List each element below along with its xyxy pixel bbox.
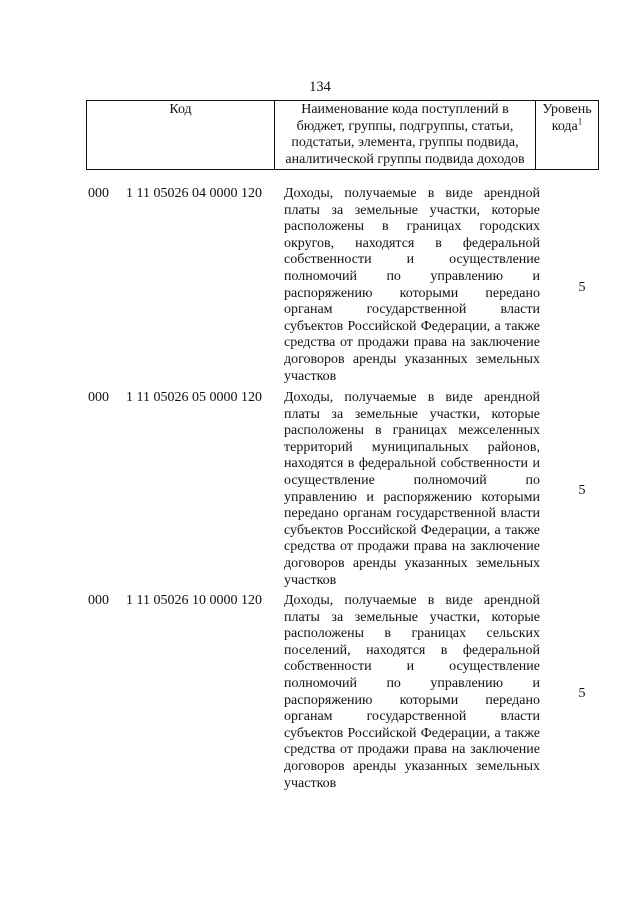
row-level: 5	[578, 280, 586, 295]
table-row	[86, 186, 606, 388]
row-level: 5	[578, 686, 586, 701]
header-level-cell	[536, 101, 599, 170]
row-prefix: 000	[88, 390, 109, 405]
row-prefix: 000	[88, 186, 109, 201]
table-header	[86, 100, 599, 170]
table-row	[86, 390, 606, 592]
row-description: Доходы, получаемые в виде арендной платы за земельные участки, которые расположены в границах межселенных территорий муниципальных районов, находятся в федеральной собственности и осуществление полномочий по управлению и распоряжению которыми передано органам государственной власти субъектов Российской Федерации, а также средства от продажи права на заключение договоров аренды указанных земельных участков	[284, 390, 540, 588]
row-level: 5	[578, 483, 586, 498]
header-level: Уровень кода	[542, 102, 592, 134]
header-level-footnote: 1	[577, 115, 583, 126]
header-code: Код	[87, 101, 275, 170]
row-prefix: 000	[88, 593, 109, 608]
row-description: Доходы, получаемые в виде арендной платы за земельные участки, которые расположены в границах сельских поселений, находятся в федеральной собственности и осуществление полномочий по управлению и распоряжению которыми передано органам государственной власти субъектов Российской Федерации, а также средства от продажи права на заключение договоров аренды указанных земельных участков	[284, 593, 540, 791]
row-description: Доходы, получаемые в виде арендной платы за земельные участки, которые расположены в границах городских округов, находятся в федеральной собственности и осуществление полномочий по управлению и распоряжению которыми передано органам государственной власти субъектов Российской Федерации, а также средства от продажи права на заключение договоров аренды указанных земельных участков	[284, 186, 540, 384]
table-row	[86, 593, 606, 795]
page-number: 134	[309, 79, 331, 95]
row-code: 1 11 05026 10 0000 120	[126, 593, 262, 608]
row-code: 1 11 05026 05 0000 120	[126, 390, 262, 405]
header-name: Наименование кода поступлений в бюджет, группы, подгруппы, статьи, подстатьи, элемента, группы подвида, аналитической группы подвида доходов	[275, 101, 536, 170]
row-code: 1 11 05026 04 0000 120	[126, 186, 262, 201]
